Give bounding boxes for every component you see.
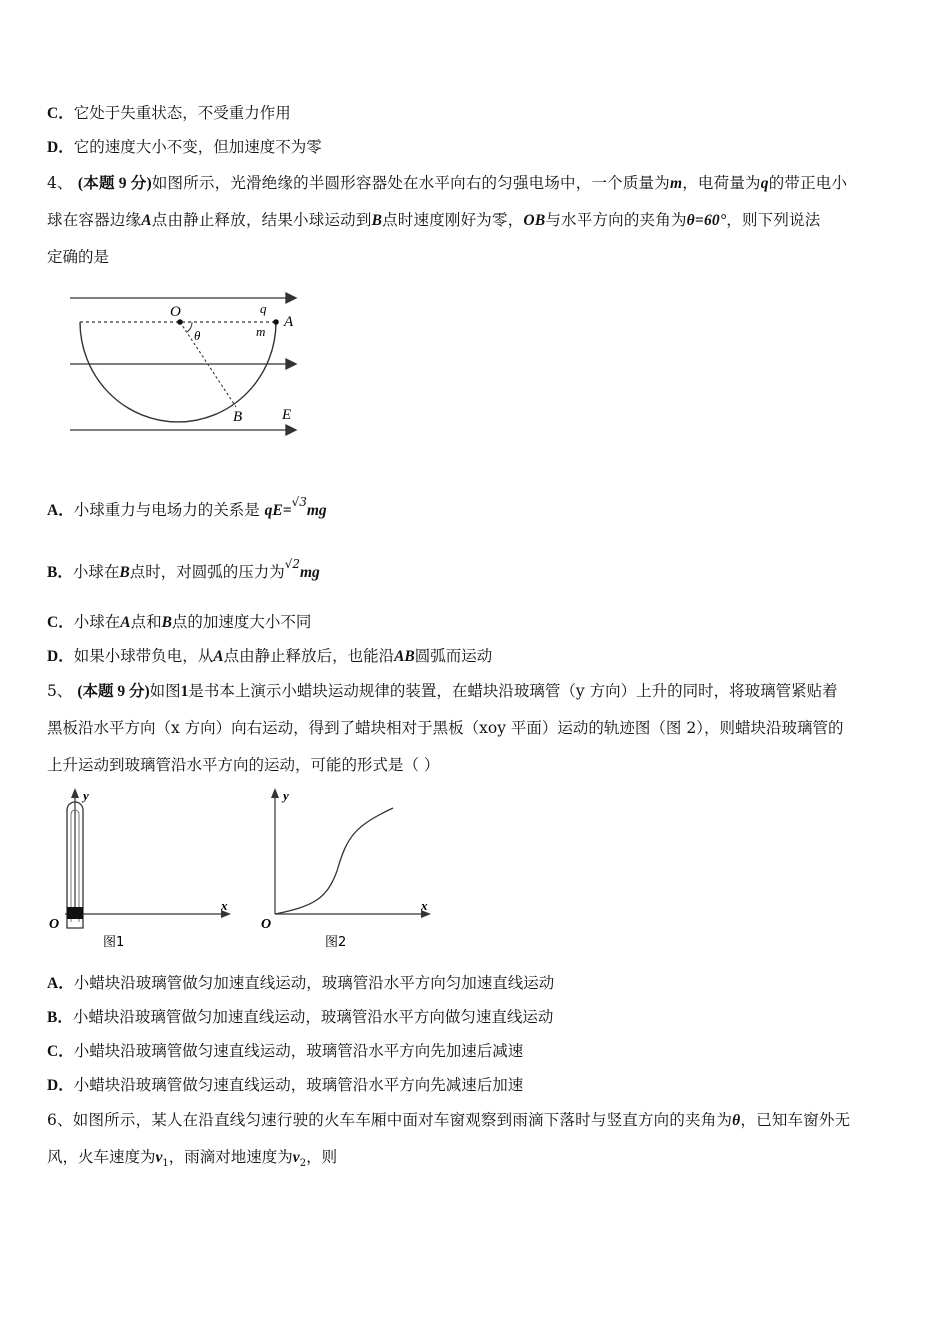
ball-point-a (273, 319, 279, 325)
var-a: A (213, 648, 224, 665)
var-a: A (141, 212, 152, 229)
q3-option-c (47, 101, 291, 123)
option-label: C． (47, 614, 74, 631)
q5-option-b (47, 1005, 553, 1027)
q4-option-d (47, 644, 492, 666)
trajectory-curve (275, 808, 393, 914)
option-text: 小球重力与电场力的关系是 (73, 501, 260, 519)
option-text: 点时，对圆弧的压力为 (129, 563, 285, 581)
option-text: 小蜡块沿玻璃管做匀速直线运动，玻璃管沿水平方向先减速后加速 (73, 1076, 524, 1094)
var-m: m (669, 175, 683, 192)
option-text: 它的速度大小不变，但加速度不为零 (73, 138, 322, 156)
arrow-head (286, 425, 296, 435)
option-text: 点由静止释放后，也能沿 (223, 647, 395, 665)
stem-text: ，电荷量为 (682, 174, 761, 192)
caption: 图2 (325, 935, 347, 950)
var-v1: v (155, 1149, 163, 1166)
option-text: 小蜡块沿玻璃管做匀速直线运动，玻璃管沿水平方向先加速后减速 (73, 1042, 524, 1060)
fig-ref: 1 (180, 683, 189, 700)
stem-text: ，则 (306, 1148, 338, 1166)
label-o: O (49, 917, 60, 932)
q4-stem-line-2 (47, 208, 820, 230)
q5-figure-1 (45, 786, 245, 956)
var-v2: v (292, 1149, 300, 1166)
stem-text: 黑板沿水平方向（x 方向）向右运动，得到了蜡块相对于黑板（xoy 平面）运动的轨迹图（图 2），则蜡块沿玻璃管的 (47, 719, 844, 737)
var-ob: OB (523, 212, 546, 229)
arrow-head (286, 293, 296, 303)
stem-text: 如图 (149, 682, 181, 700)
q3-option-d (47, 135, 322, 157)
question-number: 4、 (47, 174, 73, 192)
stem-text: 如图所示，光滑绝缘的半圆形容器处在水平向右的匀强电场中，一个质量为 (151, 174, 670, 192)
stem-text: ，雨滴对地速度为 (168, 1148, 293, 1166)
var-a: A (120, 614, 131, 631)
var-b: B (161, 614, 172, 631)
stem-text: 风，火车速度为 (47, 1148, 156, 1166)
option-label: C． (47, 105, 74, 122)
q4-figure (60, 286, 310, 446)
var-ab: AB (394, 648, 415, 665)
option-label: B． (47, 1009, 73, 1026)
formula-mg: mg (300, 564, 320, 581)
var-b: B (119, 564, 130, 581)
stem-text: 点由静止释放，结果小球运动到 (151, 211, 372, 229)
option-text: 小球在 (72, 563, 120, 581)
label-theta: θ (194, 328, 201, 343)
stem-text: 的带正电小 (768, 174, 848, 192)
option-label: C． (47, 1043, 74, 1060)
var-theta: θ=60° (686, 212, 727, 229)
q5-stem-line-3 (47, 753, 439, 775)
question-number: 6、 (47, 1111, 73, 1129)
option-text: 小蜡块沿玻璃管做匀加速直线运动，玻璃管沿水平方向匀加速直线运动 (73, 974, 555, 992)
arrow-head (286, 359, 296, 369)
q4-stem-line-1 (47, 171, 847, 193)
var-q: q (760, 175, 769, 192)
label-o: O (261, 917, 272, 932)
label-y: y (283, 788, 289, 803)
option-label: D． (47, 139, 74, 156)
option-label: D． (47, 648, 74, 665)
q5-option-c (47, 1039, 523, 1061)
q5-figure-2 (255, 786, 445, 956)
stem-text: 球在容器边缘 (47, 211, 142, 229)
var-theta: θ (732, 1112, 741, 1129)
stem-text: 是书本上演示小蜡块运动规律的装置，在蜡块沿玻璃管（y 方向）上升的同时，将玻璃管紧贴着 (188, 682, 838, 700)
label-e: E (282, 407, 292, 423)
label-x: x (421, 898, 428, 913)
stem-text: ，则下列说法 (726, 211, 821, 229)
label-b: B (233, 409, 243, 425)
label-x: x (221, 898, 228, 913)
sqrt-3: √3 (291, 495, 307, 509)
q5-stem-line-2 (47, 716, 843, 738)
label-q: q (260, 301, 267, 316)
theta-arc (187, 322, 192, 332)
formula-qe: qE= (264, 502, 292, 519)
q5-option-a (47, 971, 554, 993)
question-number: 5、 (47, 682, 73, 700)
subscript-2: 2 (299, 1158, 307, 1170)
subscript-1: 1 (162, 1158, 169, 1170)
label-y: y (83, 788, 89, 803)
option-label: A． (47, 502, 74, 519)
var-b: B (371, 212, 383, 229)
label-m: m (256, 324, 266, 339)
q6-stem-line-1 (47, 1108, 850, 1130)
label-a: A (284, 314, 294, 330)
question-points: (本题 9 分) (77, 175, 152, 192)
q4-option-a (47, 495, 327, 520)
stem-text: ，已知车窗外无 (740, 1111, 851, 1129)
q6-stem-line-2 (47, 1145, 337, 1169)
option-text: 点的加速度大小不同 (171, 613, 312, 631)
sqrt-2: √2 (284, 557, 300, 571)
option-text: 如果小球带负电，从 (73, 647, 214, 665)
stem-text: 上升运动到玻璃管沿水平方向的运动，可能的形式是（ ） (47, 756, 440, 774)
y-arrow-head (271, 788, 279, 798)
option-label: D． (47, 1077, 74, 1094)
formula-mg: mg (306, 502, 327, 519)
question-points: (本题 9 分) (77, 683, 150, 700)
semicircle-container (80, 322, 276, 422)
y-arrow-head (71, 788, 79, 798)
stem-text: 如图所示，某人在沿直线匀速行驶的火车车厢中面对车窗观察到雨滴下落时与竖直方向的夹角为 (72, 1111, 733, 1129)
option-text: 小蜡块沿玻璃管做匀加速直线运动，玻璃管沿水平方向做匀速直线运动 (72, 1008, 554, 1026)
option-text: 点和 (130, 613, 162, 631)
option-label: B． (47, 564, 73, 581)
q4-option-b (47, 557, 320, 582)
caption: 图1 (103, 935, 125, 950)
option-label: A． (47, 975, 74, 992)
stem-text: 定确的是 (47, 248, 110, 266)
center-point-o (177, 319, 183, 325)
q5-option-d (47, 1073, 523, 1095)
stem-text: 与水平方向的夹角为 (545, 211, 687, 229)
q4-option-c (47, 610, 311, 632)
stem-text: 点时速度刚好为零， (382, 211, 524, 229)
q5-stem-line-1 (47, 679, 838, 701)
wax-block (67, 907, 83, 919)
q4-stem-line-3 (47, 245, 109, 267)
option-text: 它处于失重状态，不受重力作用 (73, 104, 291, 122)
label-o: O (170, 304, 181, 320)
option-text: 小球在 (73, 613, 121, 631)
option-text: 圆弧而运动 (414, 647, 493, 665)
